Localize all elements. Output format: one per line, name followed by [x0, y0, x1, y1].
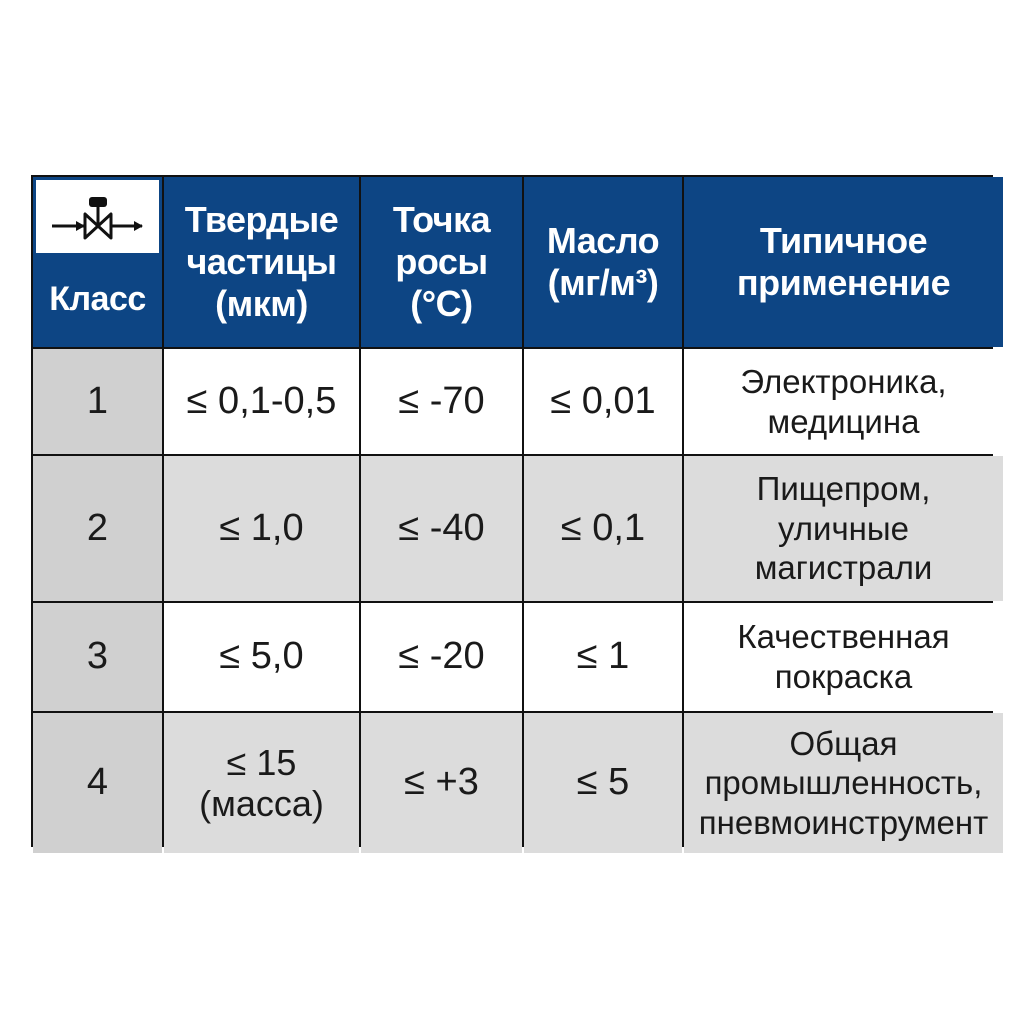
row-3-application: Качественная покраска: [684, 603, 1003, 711]
row-3-class: 3: [33, 603, 162, 711]
row-2-application: Пищепром, уличные магистрали: [684, 456, 1003, 601]
row-3-particles: ≤ 5,0: [164, 603, 359, 711]
row-4-dew-point: ≤ +3: [361, 713, 522, 853]
header-class-cell: [33, 177, 162, 347]
valve-symbol-icon: [36, 180, 159, 253]
row-3-dew-point: ≤ -20: [361, 603, 522, 711]
air-quality-class-table: [31, 175, 993, 847]
row-1-dew-point: ≤ -70: [361, 349, 522, 454]
header-class-label: Класс: [49, 280, 146, 319]
row-2-particles: ≤ 1,0: [164, 456, 359, 601]
row-2-dew-point: ≤ -40: [361, 456, 522, 601]
row-4-class: 4: [33, 713, 162, 853]
header-particles: Твердые частицы (мкм): [164, 177, 359, 347]
row-3-oil: ≤ 1: [524, 603, 682, 711]
row-4-application: Общая промышленность, пневмоинструмент: [684, 713, 1003, 853]
header-dew-point: Точка росы (°C): [361, 177, 522, 347]
row-1-application: Электроника, медицина: [684, 349, 1003, 454]
header-application: Типичное применение: [684, 177, 1003, 347]
row-2-oil: ≤ 0,1: [524, 456, 682, 601]
row-1-oil: ≤ 0,01: [524, 349, 682, 454]
row-1-particles: ≤ 0,1-0,5: [164, 349, 359, 454]
header-oil: Масло (мг/м³): [524, 177, 682, 347]
row-4-particles: ≤ 15 (масса): [164, 713, 359, 853]
row-4-oil: ≤ 5: [524, 713, 682, 853]
row-2-class: 2: [33, 456, 162, 601]
row-1-class: 1: [33, 349, 162, 454]
